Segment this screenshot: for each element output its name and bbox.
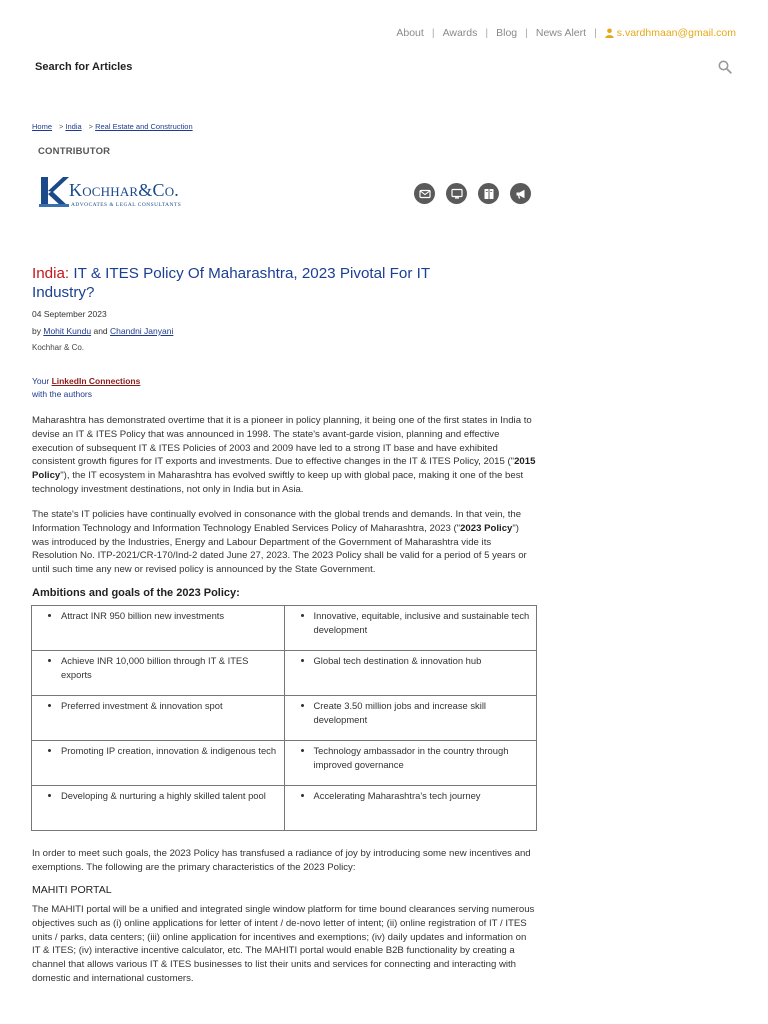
paragraph-text: "), the IT ecosystem in Maharashtra has evolved swiftly to keep up with global pace, making it one of the best technology investment destinations, not only in India but in Asia.	[32, 470, 524, 495]
article-paragraph-2	[32, 508, 537, 577]
article-date: 04 September 2023	[32, 309, 107, 319]
search-icon[interactable]	[718, 60, 732, 74]
table-row	[32, 741, 537, 786]
logo-name: Kochhar&Co.	[69, 180, 179, 200]
article-actions	[414, 183, 542, 204]
table-cell	[32, 696, 285, 741]
defined-term: 2015 Policy	[32, 456, 536, 482]
firm-name: Kochhar & Co.	[32, 343, 85, 352]
table-cell	[32, 741, 285, 786]
goal-item: • Create 3.50 million jobs and increase skill development	[314, 699, 531, 726]
article-title-text: IT & ITES Policy Of Maharashtra, 2023 Pivotal For IT Industry?	[32, 265, 430, 301]
nav-separator: |	[431, 27, 435, 39]
table-row	[32, 786, 537, 831]
paragraph-text: ") was introduced by the Industries, Energy and Labour Department of the Government of Maharashtra vide its Resolution No. ITP-2021/CR-170/Ind-2 dated June 27, 2023. The 2023 Policy shall be valid for a period of 5 years or until such time any new or revised policy is announced by the State Government.	[32, 522, 527, 576]
firm-logo[interactable]	[38, 176, 183, 212]
author-link-2[interactable]: Chandni Janyani	[110, 326, 174, 336]
megaphone-icon[interactable]	[510, 183, 531, 204]
goals-table	[31, 605, 537, 831]
goal-item: • Attract INR 950 billion new investments	[61, 609, 278, 623]
search-bar[interactable]	[35, 59, 732, 75]
table-cell	[32, 651, 285, 696]
nav-separator: |	[485, 27, 489, 39]
user-icon	[605, 28, 614, 38]
goal-item: • Innovative, equitable, inclusive and sustainable tech development	[314, 609, 531, 636]
table-row	[32, 606, 537, 651]
nav-separator: |	[525, 27, 528, 39]
nav-link-awards[interactable]: Awards	[442, 27, 478, 39]
table-row	[32, 696, 537, 741]
goal-item: • Global tech destination & innovation hub	[314, 654, 531, 668]
table-row	[32, 651, 537, 696]
user-account-link[interactable]	[605, 27, 736, 39]
article-title	[32, 264, 492, 302]
mahiti-heading: MAHITI PORTAL	[32, 884, 112, 896]
article-byline	[32, 326, 173, 336]
breadcrumb	[32, 122, 193, 131]
k-monogram-icon	[38, 176, 70, 208]
byline-and: and	[93, 326, 108, 336]
breadcrumb-real-estate[interactable]: Real Estate and Construction	[95, 122, 193, 131]
nav-separator: |	[594, 27, 597, 39]
byline-prefix: by	[32, 326, 41, 336]
paragraph-text: The state's IT policies have continually evolved in consonance with the global trends and demands. In that vein, the Information Technology and Information Technology Enabled Services Policy of Maharashtra, 2023 ("	[32, 509, 522, 534]
breadcrumb-home[interactable]: Home	[32, 122, 53, 131]
article-paragraph-3: In order to meet such goals, the 2023 Policy has transfused a radiance of joy by introducing some new incentives and exemptions. The following are the primary characteristics of the 2023 Policy:	[32, 848, 531, 873]
search-label[interactable]: Search for Articles	[35, 61, 133, 73]
linkedin-connections	[32, 375, 140, 401]
table-cell	[284, 786, 537, 831]
logo-tagline: ADVOCATES & LEGAL CONSULTANTS	[71, 202, 182, 208]
email-icon[interactable]	[414, 183, 435, 204]
nav-link-about[interactable]: About	[396, 27, 424, 39]
linkedin-suffix: with the authors	[32, 389, 93, 399]
contributor-label: CONTRIBUTOR	[38, 146, 111, 157]
top-nav	[396, 27, 736, 39]
goal-item: • Promoting IP creation, innovation & indigenous tech	[61, 744, 278, 758]
table-cell	[32, 786, 285, 831]
goal-item: • Accelerating Maharashtra's tech journey	[314, 789, 531, 803]
breadcrumb-separator: >	[59, 122, 64, 131]
article-paragraph-4: The MAHITI portal will be a unified and integrated single window platform for time bound clearances serving numerous objectives such as (i) online applications for letter of intent / de-novo letter of intent; (ii) online registration of IT / ITES units / parks, data centers; (iii) online application for incentives and exemptions; (iv) daily updates and information on IT & ITES; (iv) interactive incentive calculator, etc. The MAHITI portal would enable B2B functionality by creating a channel that allows various IT & ITES businesses to list their units and services for connecting and interacting with domestic and international customers.	[32, 904, 535, 984]
monitor-icon[interactable]	[446, 183, 467, 204]
table-cell	[32, 606, 285, 651]
nav-link-blog[interactable]: Blog	[496, 27, 518, 39]
table-cell	[284, 741, 537, 786]
linkedin-prefix: Your	[32, 376, 50, 386]
paragraph-text: Maharashtra has demonstrated overtime that it is a pioneer in policy planning, it being one of the first states in India to devise an IT & ITES Policy that was announced in 1998. The state's avant-garde vision, planning and effective execution of subsequent IT & ITES Policies of 2003 and 2009 have led to a strong IT base and have exhibited consistent growth figures for IT exports and investments. Due to effective changes in the IT & ITES Policy, 2015 ("	[32, 415, 532, 468]
defined-term: 2023 Policy	[460, 522, 513, 534]
article-paragraph-1	[32, 414, 537, 497]
linkedin-connections-link[interactable]: LinkedIn Connections	[51, 376, 141, 386]
user-email: s.vardhmaan@gmail.com	[616, 27, 736, 39]
goal-item: • Technology ambassador in the country through improved governance	[314, 744, 531, 771]
table-cell	[284, 696, 537, 741]
table-cell	[284, 606, 537, 651]
breadcrumb-india[interactable]: India	[65, 122, 82, 131]
goal-item: • Preferred investment & innovation spot	[61, 699, 278, 713]
author-link-1[interactable]: Mohit Kundu	[43, 326, 92, 336]
goal-item: • Achieve INR 10,000 billion through IT & ITES exports	[61, 654, 278, 681]
book-icon[interactable]	[478, 183, 499, 204]
breadcrumb-separator: >	[88, 122, 94, 131]
goal-item: • Developing & nurturing a highly skilled talent pool	[61, 789, 278, 803]
article-country[interactable]: India:	[32, 265, 70, 282]
table-cell	[284, 651, 537, 696]
goals-heading: Ambitions and goals of the 2023 Policy:	[32, 587, 240, 599]
nav-link-news-alert[interactable]: News Alert	[535, 27, 587, 39]
